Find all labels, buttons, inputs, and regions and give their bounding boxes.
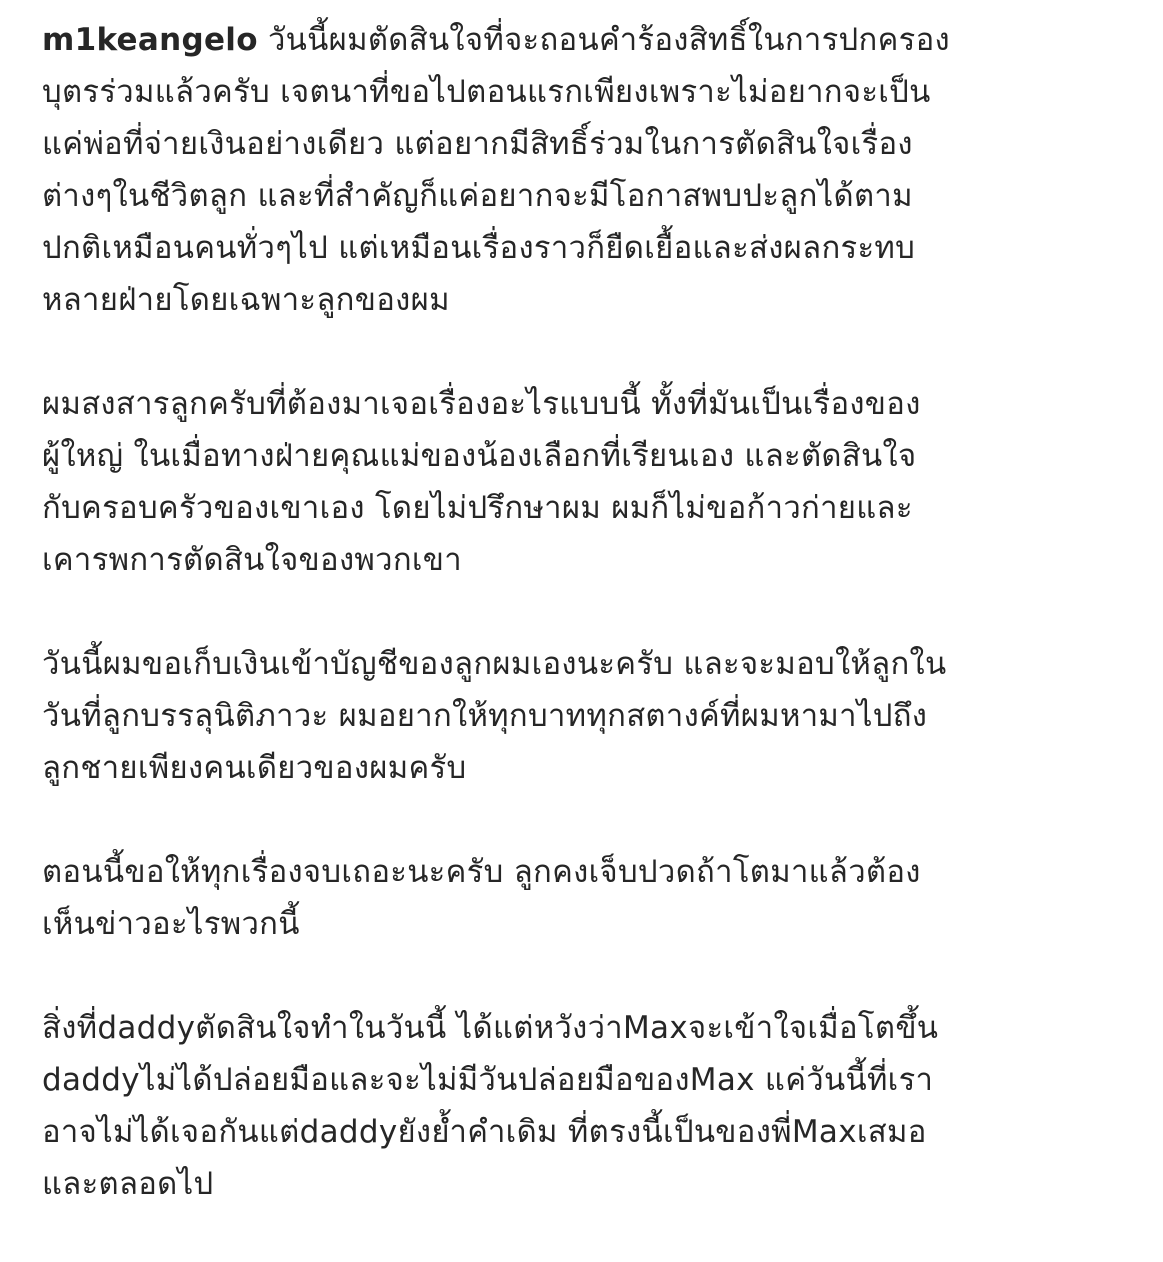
caption-line: กับครอบครัวของเขาเอง โดยไม่ปรึกษาผม ผมก็ไม่ขอก้าวก่ายและ — [42, 490, 913, 526]
caption-line-text: วันนี้ผมตัดสินใจที่จะถอนคำร้องสิทธิ์ในการปกครอง — [267, 22, 950, 58]
caption-line: ปกติเหมือนคนทั่วๆไป แต่เหมือนเรื่องราวก็ยืดเยื้อและส่งผลกระทบ — [42, 230, 916, 266]
caption-line: บุตรร่วมแล้วครับ เจตนาที่ขอไปตอนแรกเพียงเพราะไม่อยากจะเป็น — [42, 74, 931, 110]
caption-paragraph-1 — [42, 14, 1142, 326]
caption-line: daddyไม่ได้ปล่อยมือและจะไม่มีวันปล่อยมือของMax แค่วันนี้ที่เรา — [42, 1062, 934, 1098]
caption-line — [42, 14, 1142, 66]
caption-line: วันนี้ผมขอเก็บเงินเข้าบัญชีของลูกผมเองนะครับ และจะมอบให้ลูกใน — [42, 646, 947, 682]
caption-paragraph-2 — [42, 378, 1142, 586]
caption-line: ลูกชายเพียงคนเดียวของผมครับ — [42, 750, 467, 786]
caption-line: แค่พ่อที่จ่ายเงินอย่างเดียว แต่อยากมีสิทธิ์ร่วมในการตัดสินใจเรื่อง — [42, 126, 913, 162]
caption-line: ผมสงสารลูกครับที่ต้องมาเจอเรื่องอะไรแบบนี้ ทั้งที่มันเป็นเรื่องของ — [42, 386, 921, 422]
caption-line: ผู้ใหญ่ ในเมื่อทางฝ่ายคุณแม่ของน้องเลือกที่เรียนเอง และตัดสินใจ — [42, 438, 917, 474]
caption-line: เห็นข่าวอะไรพวกนี้ — [42, 906, 300, 942]
username-link[interactable]: m1keangelo — [42, 22, 258, 58]
post-caption — [42, 14, 1142, 1262]
caption-paragraph-4 — [42, 846, 1142, 950]
caption-line: ตอนนี้ขอให้ทุกเรื่องจบเถอะนะครับ ลูกคงเจ็บปวดถ้าโตมาแล้วต้อง — [42, 854, 921, 890]
caption-line: อาจไม่ได้เจอกันแต่daddyยังย้ำคำเดิม ที่ตรงนี้เป็นของพี่Maxเสมอ — [42, 1114, 927, 1150]
caption-line: หลายฝ่ายโดยเฉพาะลูกของผม — [42, 282, 450, 318]
caption-paragraph-5 — [42, 1002, 1142, 1210]
caption-line: และตลอดไป — [42, 1166, 214, 1202]
caption-line: ต่างๆในชีวิตลูก และที่สำคัญก็แค่อยากจะมีโอกาสพบปะลูกได้ตาม — [42, 178, 913, 214]
caption-line: วันที่ลูกบรรลุนิติภาวะ ผมอยากให้ทุกบาททุกสตางค์ที่ผมหามาไปถึง — [42, 698, 928, 734]
caption-line: เคารพการตัดสินใจของพวกเขา — [42, 542, 462, 578]
caption-paragraph-3 — [42, 638, 1142, 794]
caption-line: สิ่งที่daddyตัดสินใจทำในวันนี้ ได้แต่หวังว่าMaxจะเข้าใจเมื่อโตขึ้น — [42, 1010, 939, 1046]
